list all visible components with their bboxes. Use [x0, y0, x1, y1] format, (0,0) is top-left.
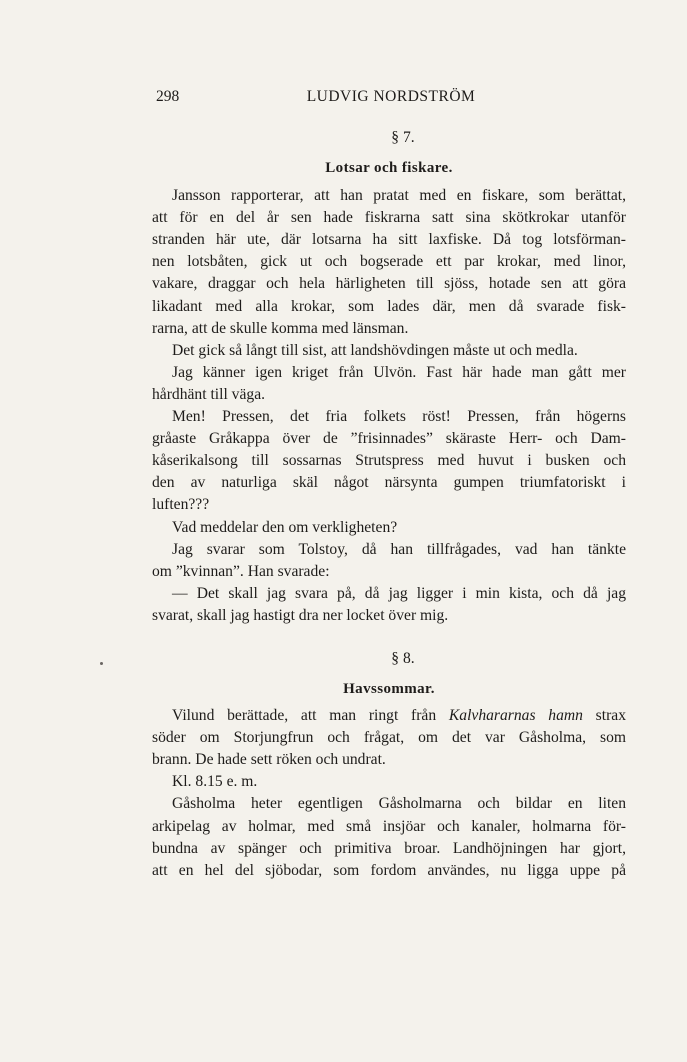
text-line: luften??? — [152, 496, 210, 514]
section-7-title: Lotsar och fiskare. — [325, 160, 453, 176]
paragraph — [152, 705, 626, 771]
page-number: 298 — [156, 88, 180, 105]
text-run: strax — [582, 707, 626, 725]
paragraph — [152, 517, 626, 539]
paragraph — [152, 583, 626, 627]
paragraph — [152, 362, 626, 406]
text-line: kåserikalsong till sossarnas Strutspress med huvut i busken och — [152, 452, 626, 470]
running-head: LUDVIG NORDSTRÖM — [306, 88, 476, 105]
text-line: att en hel del sjöbodar, som fordom användes, nu ligga uppe på — [152, 861, 626, 879]
paragraph — [152, 406, 626, 516]
text-line: stranden här ute, där lotsarna ha sitt laxfiske. Då tog lotsförman- — [152, 231, 626, 249]
body-text — [152, 127, 626, 882]
text-line: Jag svarar som Tolstoy, då han tillfrågades, vad han tänkte — [172, 540, 626, 558]
text-line: om ”kvinnan”. Han svarade: — [152, 562, 330, 580]
paragraph — [152, 793, 626, 881]
section-8-title: Havssommar. — [343, 680, 435, 697]
text-line: vakare, draggar och hela härligheten till sjöss, hotade sen att göra — [152, 275, 626, 293]
text-line: söder om Storjungfrun och frågat, om det var Gåsholma, som — [152, 729, 626, 747]
text-run: Vilund berättade, att man ringt från — [172, 707, 449, 725]
text-line: gråaste Gråkappa över de ”frisinnades” skäraste Herr- och Dam- — [152, 430, 626, 448]
text-line: Men! Pressen, det fria folkets röst! Pressen, från högerns — [172, 408, 626, 426]
margin-speck — [100, 662, 103, 665]
text-line: Jag känner igen kriget från Ulvön. Fast här hade man gått mer — [172, 363, 626, 381]
text-line: Jansson rapporterar, att han pratat med en fiskare, som berättat, — [172, 187, 626, 205]
section-8-mark: § 8. — [391, 649, 415, 667]
text-line: bundna av spänger och primitiva broar. Landhöjningen har gjort, — [152, 839, 626, 857]
text-line: Det gick så långt till sist, att landshövdingen måste ut och medla. — [172, 341, 578, 359]
text-line: Vad meddelar den om verkligheten? — [172, 518, 398, 536]
text-line: — Det skall jag svara på, då jag ligger i min kista, och då jag — [172, 584, 626, 602]
text-line: nen lotsbåten, gick ut och bogserade ett par krokar, med linor, — [152, 253, 626, 271]
place-name: Kalvhararnas hamn — [448, 707, 583, 725]
paragraph — [152, 185, 626, 340]
paragraph — [152, 771, 626, 793]
section-spacer — [152, 627, 626, 646]
text-line: likadant med alla krokar, som lades där, men då svarade fisk- — [152, 297, 626, 315]
time-note: Kl. 8.15 e. m. — [172, 773, 258, 791]
paragraph — [152, 340, 626, 362]
text-line: den av naturliga skäl något närsynta gumpen triumfatoriskt i — [152, 474, 626, 492]
text-line — [152, 705, 626, 727]
page-header — [156, 88, 626, 112]
section-7-mark: § 7. — [391, 129, 415, 146]
text-line: svarat, skall jag hastigt dra ner locket över mig. — [152, 606, 449, 624]
text-line: arkipelag av holmar, med små insjöar och kanaler, holmarna för- — [152, 817, 626, 835]
text-line: att för en del år sen hade fiskrarna satt sina skötkrokar utanför — [152, 209, 626, 227]
paragraph — [152, 539, 626, 583]
text-line: brann. De hade sett röken och undrat. — [152, 751, 386, 769]
text-line: Gåsholma heter egentligen Gåsholmarna och bildar en liten — [172, 795, 626, 813]
text-line: hårdhänt till väga. — [152, 385, 266, 403]
text-line: rarna, att de skulle komma med länsman. — [152, 319, 409, 337]
